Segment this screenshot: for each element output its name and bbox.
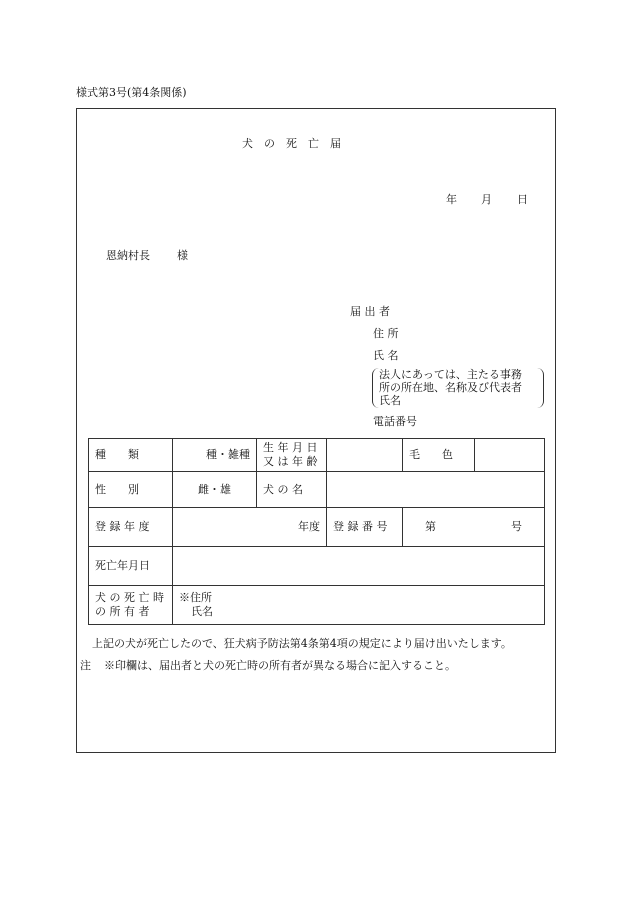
kind-value[interactable]: 種・雑種	[173, 439, 257, 472]
notifier-heading: 届 出 者	[350, 305, 390, 318]
owner-label-line: の 所 有 者	[95, 605, 150, 618]
dog-name-label: 犬 の 名	[257, 472, 327, 508]
birth-value[interactable]	[327, 439, 403, 472]
addressee-name: 恩納村長	[106, 249, 150, 262]
owner-value[interactable]	[173, 586, 545, 625]
corporation-note-line: 氏名	[379, 394, 401, 407]
death-date-label: 死亡年月日	[89, 547, 173, 586]
note-text: ※印欄は、届出者と犬の死亡時の所有者が異なる場合に記入すること。	[104, 659, 456, 672]
birth-label-line: 又 は 年 齢	[263, 455, 318, 468]
notifier-address-label: 住 所	[373, 327, 399, 340]
dog-info-table	[88, 438, 545, 625]
registration-year-value[interactable]: 年度	[173, 508, 327, 547]
corporation-note-line: 法人にあっては、主たる事務	[379, 368, 522, 381]
dog-name-value[interactable]	[327, 472, 545, 508]
notifier-name-label: 氏 名	[373, 349, 399, 362]
birth-label	[257, 439, 327, 472]
registration-number-label: 登 録 番 号	[327, 508, 403, 547]
owner-label-line: 犬 の 死 亡 時	[95, 591, 164, 605]
form-number: 様式第3号(第4条関係)	[76, 86, 187, 99]
birth-label-line: 生 年 月 日	[263, 441, 318, 455]
fur-color-label: 毛 色	[403, 439, 475, 472]
registration-year-label: 登 録 年 度	[89, 508, 173, 547]
registration-suffix: 号	[511, 520, 522, 534]
date-month: 月	[481, 193, 492, 206]
corporation-note-line: 所の所在地、名称及び代表者	[379, 381, 522, 394]
fur-color-value[interactable]	[475, 439, 545, 472]
date-year: 年	[446, 193, 457, 206]
owner-name-label: 氏名	[191, 605, 213, 618]
sex-value[interactable]: 雌・雄	[173, 472, 257, 508]
date-day: 日	[517, 193, 528, 206]
owner-label	[89, 586, 173, 625]
notifier-phone-label: 電話番号	[373, 415, 417, 428]
registration-prefix: 第	[425, 520, 436, 534]
sex-label: 性 別	[89, 472, 173, 508]
corporation-note	[372, 368, 544, 408]
death-date-value[interactable]	[173, 547, 545, 586]
form-title: 犬 の 死 亡 届	[242, 137, 341, 150]
statement: 上記の犬が死亡したので、狂犬病予防法第4条第4項の規定により届け出いたします。	[92, 637, 512, 650]
owner-address-label: ※住所	[179, 591, 212, 605]
kind-label: 種 類	[89, 439, 173, 472]
note-prefix: 注	[80, 659, 91, 672]
registration-number-value[interactable]	[403, 508, 545, 547]
addressee-honorific: 様	[177, 249, 188, 262]
